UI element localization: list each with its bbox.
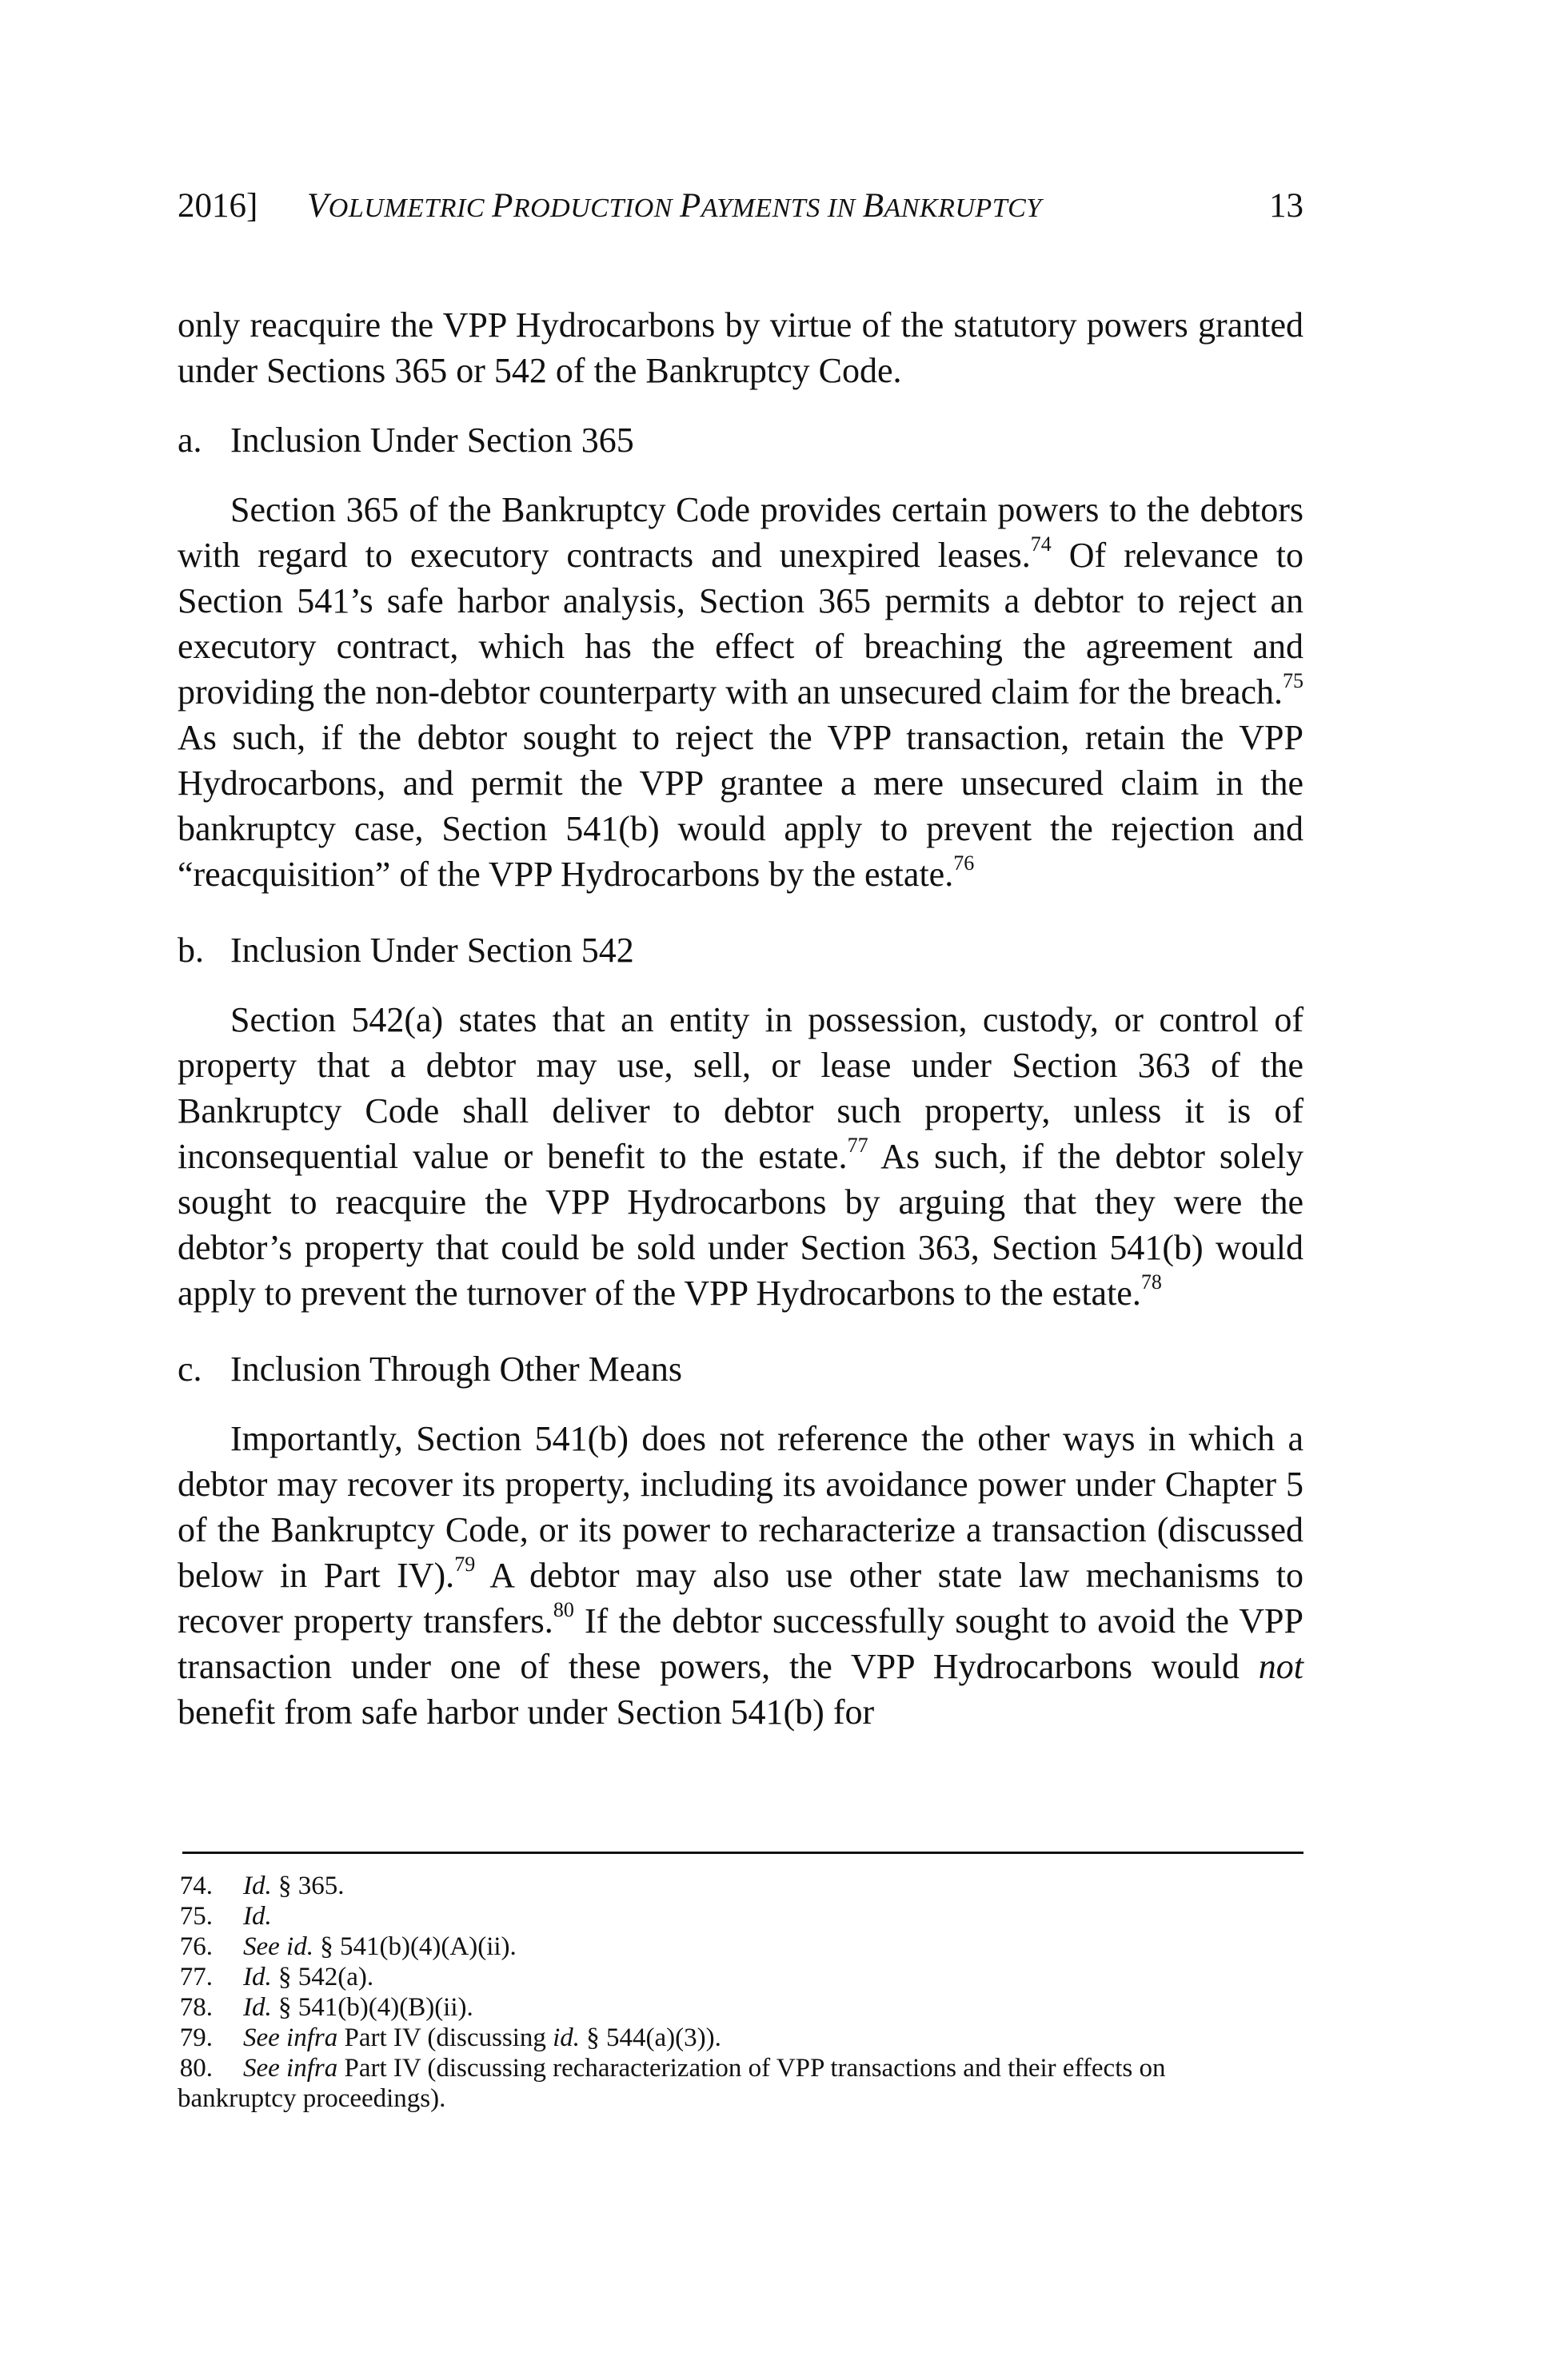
emphasis-not: not <box>1258 1647 1303 1686</box>
footnote-ref-78: 78 <box>1140 1270 1162 1294</box>
body-text <box>178 302 1303 1735</box>
paragraph-section-365: Section 365 of the Bankruptcy Code provides certain powers to the debtors with regard to executory contracts and unexpired leases.$^{74}$ Of relevance to Section 541’s safe harbor analysis, Section 365 permits a debtor to reject an executory contract, which has the effect of breaching the agreement and providing the non-debtor counterparty with an unsecured claim for the breach.$^{75}$ As such, if the debtor sought to reject the VPP transaction, retain the VPP Hydrocarbons, and permit the VPP grantee a mere unsecured claim in the bankruptcy case, Section 541(b) would apply to prevent the rejection and “reacquisition” of the VPP Hydrocarbons by the estate.$^{76}$ <box>178 490 1303 894</box>
page-number: 13 <box>1269 187 1303 225</box>
footnote-ref-80: 80 <box>553 1598 574 1622</box>
footnote-78: 78. Id. § 541(b)(4)(B)(ii). <box>179 1993 473 2022</box>
paragraph-other-means: Importantly, Section 541(b) does not reference the other ways in which a debtor may recover its property, including its avoidance power under Chapter 5 of the Bankruptcy Code, or its power to recharacterize a transaction (discussed below in Part IV).$^{79}$ A debtor may also use other state law mechanisms to recover property transfers.$^{80}$ If the debtor successfully sought to avoid the VPP transaction under one of these powers, the VPP Hydrocarbons would not benefit from safe harbor under Section 541(b) for <box>178 1419 1303 1732</box>
footnote-75: 75. Id. <box>179 1902 272 1931</box>
footnote-divider <box>182 1852 1303 1854</box>
footnote-74: 74. Id. § 365. <box>179 1872 345 1900</box>
footnote-77: 77. Id. § 542(a). <box>179 1963 374 1991</box>
running-title: VOLUMETRIC PRODUCTION PAYMENTS IN BANKRUPTCY <box>307 187 1042 225</box>
paragraph-continuation: only reacquire the VPP Hydrocarbons by virtue of the statutory powers granted under Sections 365 or 542 of the Bankruptcy Code. <box>178 305 1303 390</box>
footnotes <box>178 1871 1303 2114</box>
footnote-76: 76. See id. § 541(b)(4)(A)(ii). <box>179 1932 517 1961</box>
subheading-a: a. Inclusion Under Section 365 <box>178 421 634 460</box>
footnote-ref-74: 74 <box>1030 532 1052 556</box>
volume-year: 2016] <box>178 187 258 225</box>
footnote-ref-75: 75 <box>1283 669 1303 693</box>
footnote-79: 79. See infra Part IV (discussing id. § 544(a)(3)). <box>179 2023 721 2052</box>
footnote-80-continuation: bankruptcy proceedings). <box>178 2084 446 2113</box>
footnote-ref-77: 77 <box>847 1134 868 1158</box>
paragraph-section-542: Section 542(a) states that an entity in possession, custody, or control of property that a debtor may use, sell, or lease under Section 363 of the Bankruptcy Code shall deliver to debtor such property, unless it is of inconsequential value or benefit to the estate.$^{77}$ As such, if the debtor solely sought to reacquire the VPP Hydrocarbons by arguing that they were the debtor’s property that could be sold under Section 363, Section 541(b) would apply to prevent the turnover of the VPP Hydrocarbons to the estate.$^{78}$ <box>178 1000 1304 1313</box>
footnote-ref-79: 79 <box>454 1553 476 1577</box>
footnote-80: 80. See infra Part IV (discussing recharacterization of VPP transactions and their effects on <box>179 2054 1166 2083</box>
running-head <box>178 182 1303 230</box>
footnote-ref-76: 76 <box>953 851 975 875</box>
subheading-c: c. Inclusion Through Other Means <box>178 1349 682 1389</box>
subheading-b: b. Inclusion Under Section 542 <box>178 931 634 970</box>
